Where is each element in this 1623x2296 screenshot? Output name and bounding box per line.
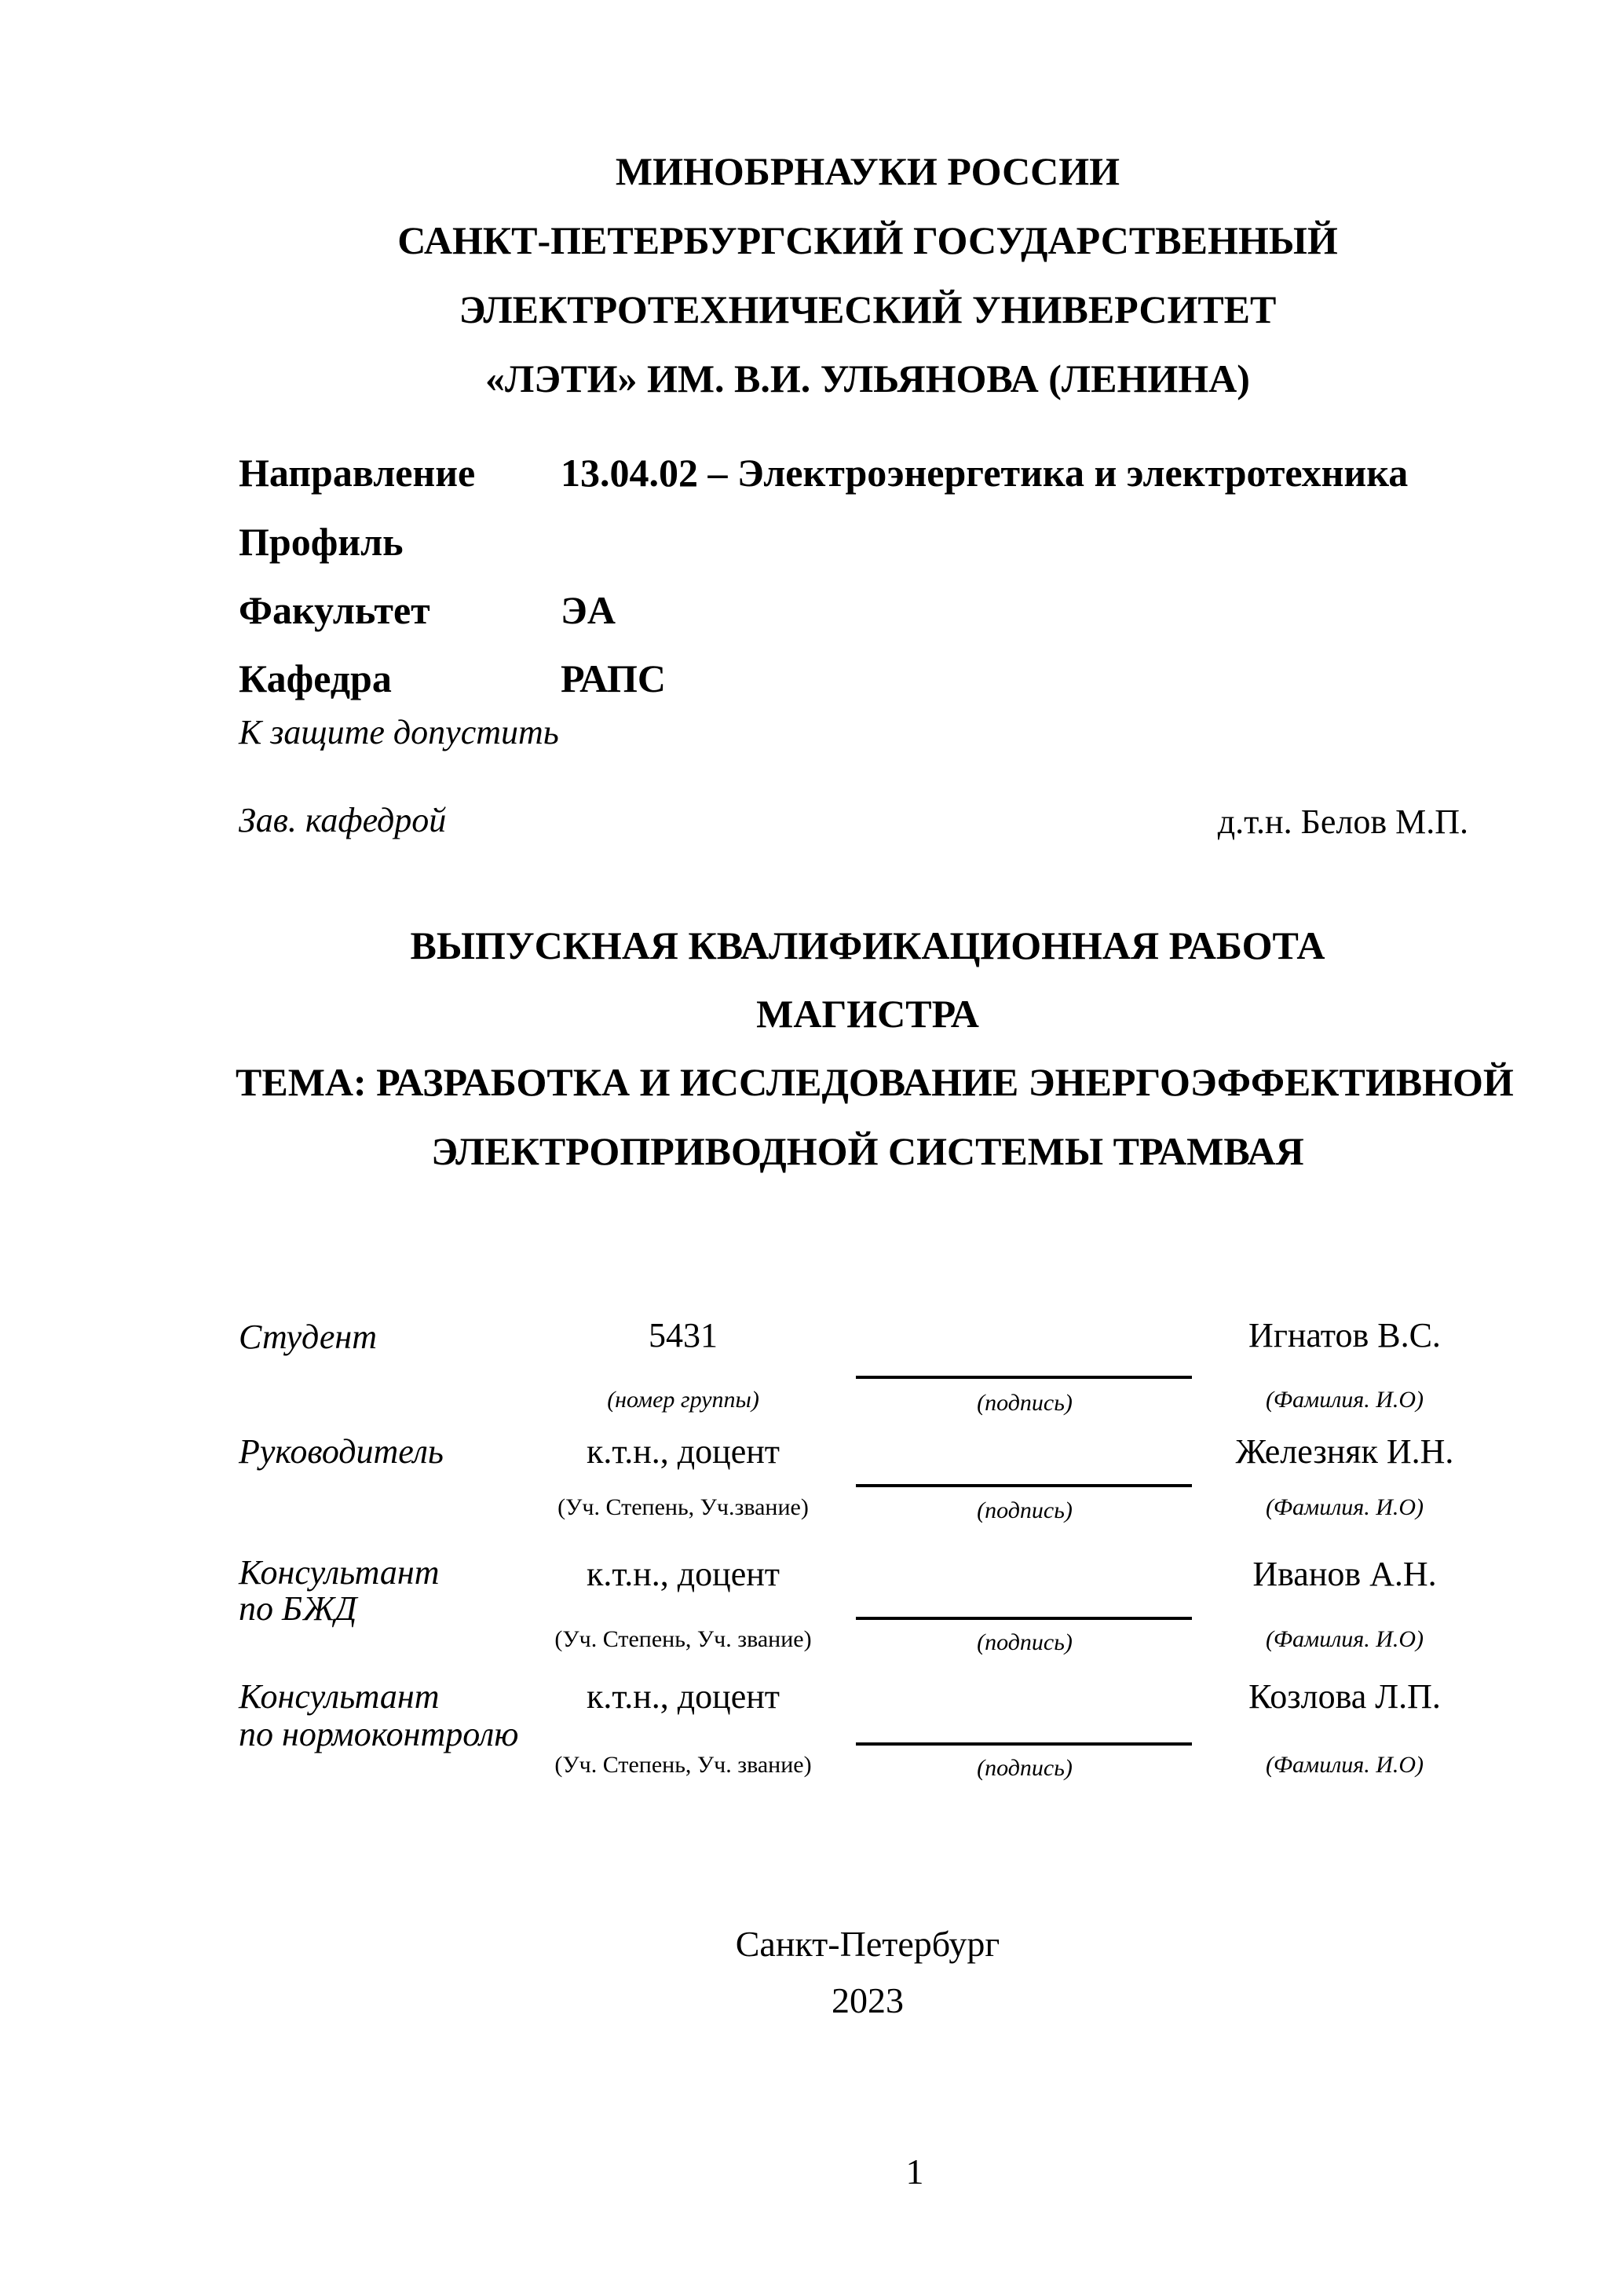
university-name-line-2: ЭЛЕКТРОТЕХНИЧЕСКИЙ УНИВЕРСИТЕТ [459, 287, 1277, 331]
caption-group-number: (номер группы) [607, 1387, 759, 1413]
signatory-role-safety-consultant: Консультант [239, 1553, 440, 1592]
signatory-credential-supervisor: к.т.н., доцент [586, 1432, 780, 1471]
field-label-profile: Профиль [239, 520, 404, 564]
caption-degree-supervisor: (Уч. Степень, Уч.звание) [557, 1494, 809, 1520]
caption-degree-safety-consultant: (Уч. Степень, Уч. звание) [554, 1626, 812, 1652]
field-label-department: Кафедра [239, 656, 392, 700]
theme-line-1: ТЕМА: РАЗРАБОТКА И ИССЛЕДОВАНИЕ ЭНЕРГОЭФФЕКТИВНОЙ [236, 1060, 1514, 1104]
signatory-credential-safety-consultant: к.т.н., доцент [586, 1555, 780, 1593]
signatory-role-supervisor: Руководитель [239, 1432, 444, 1471]
footer-year: 2023 [832, 1980, 904, 2020]
caption-surname-student: (Фамилия. И.О) [1265, 1387, 1424, 1413]
signatory-credential-normcontrol-consultant: к.т.н., доцент [586, 1677, 780, 1716]
signatory-role-normcontrol-consultant-line2: по нормоконтролю [239, 1715, 519, 1753]
signatory-name-normcontrol-consultant: Козлова Л.П. [1248, 1677, 1441, 1716]
university-name-line-3: «ЛЭТИ» ИМ. В.И. УЛЬЯНОВА (ЛЕНИНА) [485, 356, 1250, 400]
field-label-faculty: Факультет [239, 588, 430, 632]
work-type-line-2: МАГИСТРА [756, 992, 979, 1036]
department-head-label: Зав. кафедрой [239, 801, 447, 839]
caption-signature-student: (подпись) [977, 1390, 1073, 1416]
signature-line-normcontrol-consultant [856, 1742, 1192, 1746]
signatory-name-safety-consultant: Иванов А.Н. [1252, 1555, 1437, 1593]
signatory-role-safety-consultant-line2: по БЖД [239, 1589, 357, 1628]
signature-line-supervisor [856, 1484, 1192, 1487]
field-label-direction: Направление [239, 451, 476, 495]
field-value-direction: 13.04.02 – Электроэнергетика и электротехника [561, 451, 1409, 495]
work-type-line-1: ВЫПУСКНАЯ КВАЛИФИКАЦИОННАЯ РАБОТА [410, 923, 1325, 967]
signatory-role-student: Студент [239, 1318, 377, 1356]
signatory-name-supervisor: Железняк И.Н. [1235, 1432, 1454, 1471]
signatory-role-normcontrol-consultant: Консультант [239, 1677, 440, 1716]
caption-signature-supervisor: (подпись) [977, 1497, 1073, 1523]
signatory-credential-student: 5431 [649, 1316, 718, 1355]
signature-line-safety-consultant [856, 1617, 1192, 1620]
admittance-note: К защите допустить [239, 713, 559, 751]
theme-line-2: ЭЛЕКТРОПРИВОДНОЙ СИСТЕМЫ ТРАМВАЯ [431, 1129, 1304, 1173]
field-value-faculty: ЭА [561, 588, 616, 632]
ministry-line: МИНОБРНАУКИ РОССИИ [615, 149, 1120, 193]
signature-line-student [856, 1376, 1192, 1379]
caption-surname-normcontrol-consultant: (Фамилия. И.О) [1265, 1752, 1424, 1778]
field-value-department: РАПС [561, 656, 667, 700]
caption-degree-normcontrol-consultant: (Уч. Степень, Уч. звание) [554, 1752, 812, 1778]
signatory-name-student: Игнатов В.С. [1248, 1316, 1441, 1355]
caption-surname-supervisor: (Фамилия. И.О) [1265, 1494, 1424, 1520]
caption-signature-normcontrol-consultant: (подпись) [977, 1755, 1073, 1781]
page-number: 1 [905, 2152, 924, 2192]
footer-city: Санкт-Петербург [735, 1924, 1000, 1964]
caption-surname-safety-consultant: (Фамилия. И.О) [1265, 1626, 1424, 1652]
university-name-line-1: САНКТ-ПЕТЕРБУРГСКИЙ ГОСУДАРСТВЕННЫЙ [397, 218, 1338, 262]
caption-signature-safety-consultant: (подпись) [977, 1629, 1073, 1655]
department-head-name: д.т.н. Белов М.П. [1217, 803, 1468, 841]
